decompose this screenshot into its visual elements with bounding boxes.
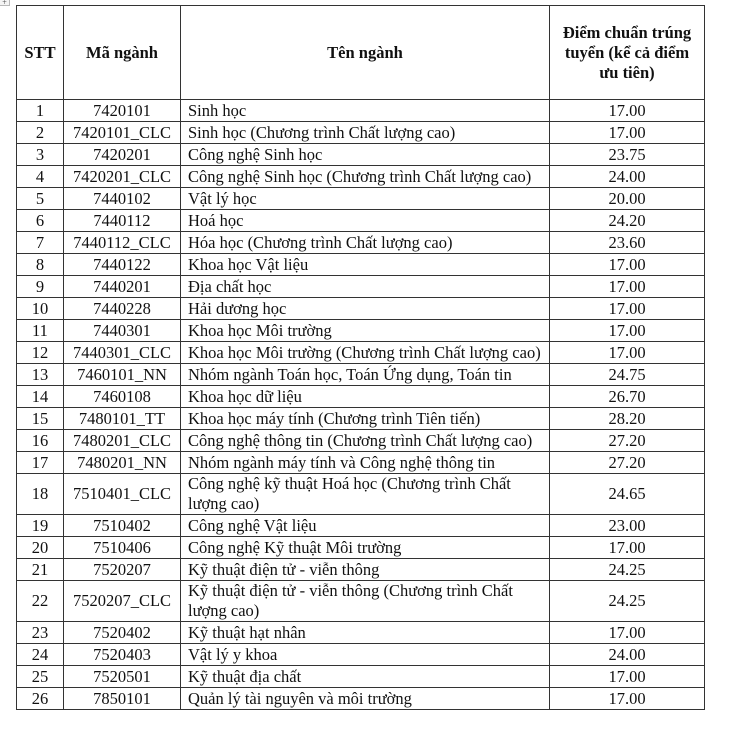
row-code: 7520207_CLC	[64, 581, 181, 622]
row-stt: 16	[17, 430, 64, 452]
admission-scores-table	[16, 5, 705, 710]
table-row	[17, 364, 705, 386]
row-score: 24.00	[550, 644, 705, 666]
row-score: 28.20	[550, 408, 705, 430]
table-body	[17, 100, 705, 710]
row-stt: 20	[17, 537, 64, 559]
row-name: Khoa học dữ liệu	[181, 386, 550, 408]
header-score: Điểm chuẩn trúng tuyển (kể cả điểm ưu tiên)	[550, 6, 705, 100]
table-row	[17, 298, 705, 320]
row-name: Công nghệ Sinh học (Chương trình Chất lượng cao)	[181, 166, 550, 188]
row-stt: 15	[17, 408, 64, 430]
row-name: Kỹ thuật địa chất	[181, 666, 550, 688]
row-name: Vật lý học	[181, 188, 550, 210]
row-score: 27.20	[550, 452, 705, 474]
row-name: Sinh học (Chương trình Chất lượng cao)	[181, 122, 550, 144]
row-score: 23.00	[550, 515, 705, 537]
table-row	[17, 320, 705, 342]
row-stt: 23	[17, 622, 64, 644]
row-stt: 24	[17, 644, 64, 666]
table-row	[17, 122, 705, 144]
row-name: Kỹ thuật điện tử - viễn thông (Chương trình Chất lượng cao)	[181, 581, 550, 622]
row-name: Hoá học	[181, 210, 550, 232]
table-row	[17, 276, 705, 298]
row-name: Khoa học Môi trường (Chương trình Chất lượng cao)	[181, 342, 550, 364]
table-row	[17, 622, 705, 644]
row-name: Khoa học Vật liệu	[181, 254, 550, 276]
row-stt: 12	[17, 342, 64, 364]
row-score: 17.00	[550, 100, 705, 122]
row-name: Vật lý y khoa	[181, 644, 550, 666]
row-name: Hải dương học	[181, 298, 550, 320]
row-code: 7520403	[64, 644, 181, 666]
row-name: Kỹ thuật điện tử - viễn thông	[181, 559, 550, 581]
row-code: 7440301	[64, 320, 181, 342]
table-row	[17, 408, 705, 430]
table-row	[17, 515, 705, 537]
header-stt: STT	[17, 6, 64, 100]
row-score: 17.00	[550, 688, 705, 710]
row-name: Công nghệ kỹ thuật Hoá học (Chương trình Chất lượng cao)	[181, 474, 550, 515]
row-name: Khoa học máy tính (Chương trình Tiên tiến)	[181, 408, 550, 430]
row-score: 23.75	[550, 144, 705, 166]
row-score: 17.00	[550, 666, 705, 688]
row-code: 7440102	[64, 188, 181, 210]
table-row	[17, 581, 705, 622]
row-code: 7850101	[64, 688, 181, 710]
row-stt: 17	[17, 452, 64, 474]
row-score: 24.75	[550, 364, 705, 386]
row-stt: 4	[17, 166, 64, 188]
row-stt: 18	[17, 474, 64, 515]
row-stt: 8	[17, 254, 64, 276]
row-code: 7480101_TT	[64, 408, 181, 430]
row-code: 7440228	[64, 298, 181, 320]
row-code: 7520402	[64, 622, 181, 644]
table-row	[17, 452, 705, 474]
table-row	[17, 474, 705, 515]
row-stt: 3	[17, 144, 64, 166]
row-name: Nhóm ngành Toán học, Toán Ứng dụng, Toán tin	[181, 364, 550, 386]
row-stt: 7	[17, 232, 64, 254]
row-score: 17.00	[550, 622, 705, 644]
row-score: 23.60	[550, 232, 705, 254]
row-code: 7510406	[64, 537, 181, 559]
table-row	[17, 644, 705, 666]
table-row	[17, 166, 705, 188]
header-name: Tên ngành	[181, 6, 550, 100]
table-row	[17, 386, 705, 408]
row-code: 7460108	[64, 386, 181, 408]
table-row	[17, 430, 705, 452]
row-stt: 5	[17, 188, 64, 210]
row-score: 17.00	[550, 254, 705, 276]
table-row	[17, 537, 705, 559]
row-score: 24.00	[550, 166, 705, 188]
row-name: Quản lý tài nguyên và môi trường	[181, 688, 550, 710]
row-code: 7510402	[64, 515, 181, 537]
row-score: 17.00	[550, 342, 705, 364]
row-stt: 19	[17, 515, 64, 537]
row-stt: 13	[17, 364, 64, 386]
row-stt: 1	[17, 100, 64, 122]
row-stt: 6	[17, 210, 64, 232]
row-score: 17.00	[550, 276, 705, 298]
row-code: 7440112	[64, 210, 181, 232]
table-row	[17, 144, 705, 166]
row-stt: 22	[17, 581, 64, 622]
row-code: 7460101_NN	[64, 364, 181, 386]
table-move-handle-icon[interactable]: +	[0, 0, 10, 6]
table-row	[17, 210, 705, 232]
row-code: 7480201_CLC	[64, 430, 181, 452]
row-stt: 26	[17, 688, 64, 710]
row-code: 7520207	[64, 559, 181, 581]
row-code: 7440301_CLC	[64, 342, 181, 364]
row-stt: 21	[17, 559, 64, 581]
row-code: 7440112_CLC	[64, 232, 181, 254]
row-stt: 9	[17, 276, 64, 298]
row-code: 7420201	[64, 144, 181, 166]
table-row	[17, 254, 705, 276]
row-code: 7480201_NN	[64, 452, 181, 474]
row-name: Hóa học (Chương trình Chất lượng cao)	[181, 232, 550, 254]
row-stt: 11	[17, 320, 64, 342]
table-row	[17, 666, 705, 688]
row-score: 17.00	[550, 122, 705, 144]
row-score: 24.25	[550, 581, 705, 622]
row-name: Nhóm ngành máy tính và Công nghệ thông tin	[181, 452, 550, 474]
row-name: Địa chất học	[181, 276, 550, 298]
row-code: 7420101	[64, 100, 181, 122]
row-score: 17.00	[550, 537, 705, 559]
row-name: Công nghệ Kỹ thuật Môi trường	[181, 537, 550, 559]
table-row	[17, 232, 705, 254]
row-code: 7440201	[64, 276, 181, 298]
table-header-row	[17, 6, 705, 100]
row-stt: 25	[17, 666, 64, 688]
row-code: 7510401_CLC	[64, 474, 181, 515]
row-stt: 10	[17, 298, 64, 320]
row-code: 7420101_CLC	[64, 122, 181, 144]
row-score: 24.20	[550, 210, 705, 232]
row-name: Kỹ thuật hạt nhân	[181, 622, 550, 644]
row-score: 24.65	[550, 474, 705, 515]
row-code: 7520501	[64, 666, 181, 688]
row-name: Công nghệ thông tin (Chương trình Chất lượng cao)	[181, 430, 550, 452]
row-score: 26.70	[550, 386, 705, 408]
header-code: Mã ngành	[64, 6, 181, 100]
row-code: 7420201_CLC	[64, 166, 181, 188]
table-row	[17, 342, 705, 364]
row-score: 27.20	[550, 430, 705, 452]
row-name: Sinh học	[181, 100, 550, 122]
table-row	[17, 688, 705, 710]
row-name: Công nghệ Sinh học	[181, 144, 550, 166]
row-stt: 14	[17, 386, 64, 408]
row-score: 20.00	[550, 188, 705, 210]
row-name: Khoa học Môi trường	[181, 320, 550, 342]
row-score: 17.00	[550, 320, 705, 342]
row-code: 7440122	[64, 254, 181, 276]
row-stt: 2	[17, 122, 64, 144]
row-score: 24.25	[550, 559, 705, 581]
table-row	[17, 100, 705, 122]
row-score: 17.00	[550, 298, 705, 320]
row-name: Công nghệ Vật liệu	[181, 515, 550, 537]
table-row	[17, 188, 705, 210]
table-row	[17, 559, 705, 581]
